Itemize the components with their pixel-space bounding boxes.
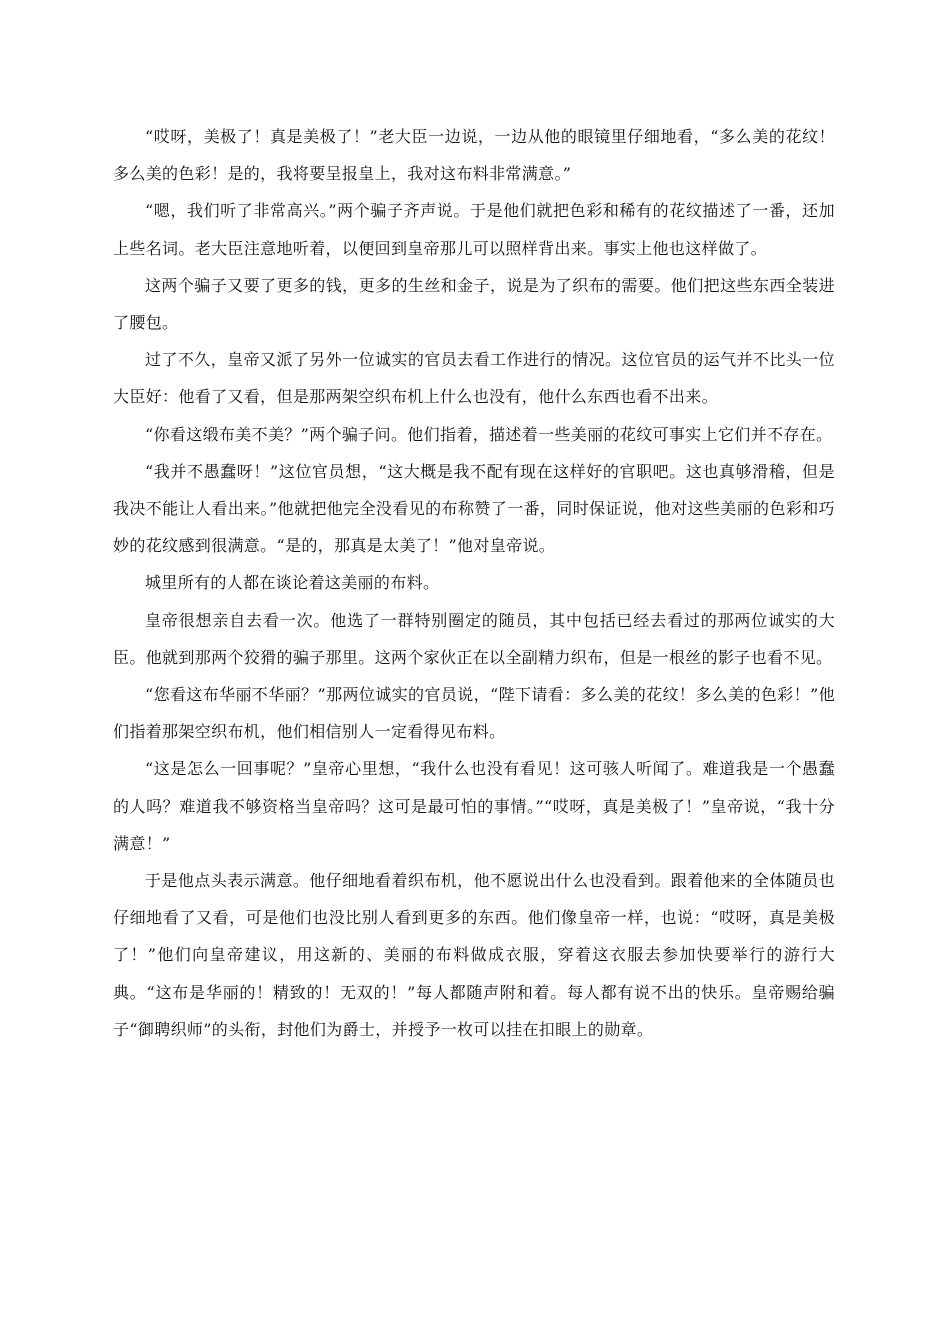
paragraph-10: “这是怎么一回事呢？”皇帝心里想，“我什么也没有看见！这可骇人听闻了。难道我是一个愚蠢的人吗？难道我不够资格当皇帝吗？这可是最可怕的事情。”“哎呀，真是美极了！”皇帝说，“我十分满意！” [113, 759, 835, 853]
paragraph-8: 皇帝很想亲自去看一次。他选了一群特别圈定的随员，其中包括已经去看过的那两位诚实的大臣。他就到那两个狡猾的骗子那里。这两个家伙正在以全副精力织布，但是一根丝的影子也看不见。 [113, 610, 835, 667]
paragraph-11: 于是他点头表示满意。他仔细地看着织布机，他不愿说出什么也没看到。跟着他来的全体随员也仔细地看了又看，可是他们也没比别人看到更多的东西。他们像皇帝一样，也说：“哎呀，真是美极了！”他们向皇帝建议，用这新的、美丽的布料做成衣服，穿着这衣服去参加快要举行的游行大典。“这布是华丽的！精致的！无双的！”每人都随声附和着。每人都有说不出的快乐。皇帝赐给骗子“御聘织师”的头衔，封他们为爵士，并授予一枚可以挂在扣眼上的勋章。 [113, 871, 835, 1039]
document-body [113, 118, 835, 1048]
paragraph-9: “您看这布华丽不华丽？”那两位诚实的官员说，“陛下请看：多么美的花纹！多么美的色彩！”他们指着那架空织布机，他们相信别人一定看得见布料。 [113, 685, 835, 742]
paragraph-3: 这两个骗子又要了更多的钱，更多的生丝和金子，说是为了织布的需要。他们把这些东西全装进了腰包。 [113, 275, 835, 333]
paragraph-2: “嗯，我们听了非常高兴。”两个骗子齐声说。于是他们就把色彩和稀有的花纹描述了一番，还加上些名词。老大臣注意地听着，以便回到皇帝那儿可以照样背出来。事实上他也这样做了。 [113, 201, 835, 258]
paragraph-7: 城里所有的人都在谈论着这美丽的布料。 [145, 573, 440, 593]
paragraph-1: “哎呀，美极了！真是美极了！”老大臣一边说，一边从他的眼镜里仔细地看，“多么美的花纹！多么美的色彩！是的，我将要呈报皇上，我对这布料非常满意。” [113, 127, 835, 184]
paragraph-6: “我并不愚蠢呀！”这位官员想，“这大概是我不配有现在这样好的官职吧。这也真够滑稽，但是我决不能让人看出来。”他就把他完全没看见的布称赞了一番，同时保证说，他对这些美丽的色彩和巧妙的花纹感到很满意。“是的，那真是太美了！”他对皇帝说。 [113, 461, 835, 556]
paragraph-4: 过了不久，皇帝又派了另外一位诚实的官员去看工作进行的情况。这位官员的运气并不比头一位大臣好：他看了又看，但是那两架空织布机上什么也没有，他什么东西也看不出来。 [113, 350, 835, 407]
paragraph-5: “你看这缎布美不美？”两个骗子问。他们指着，描述着一些美丽的花纹可事实上它们并不存在。 [145, 424, 833, 444]
